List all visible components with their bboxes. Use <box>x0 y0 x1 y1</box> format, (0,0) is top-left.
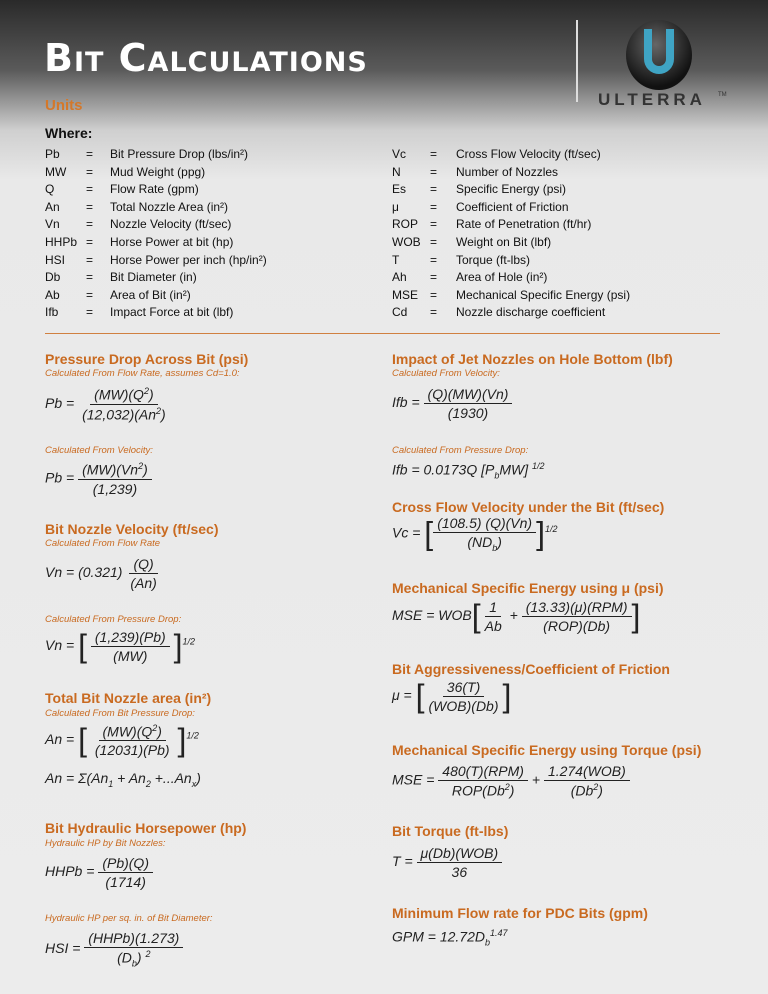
unit-equals: = <box>430 234 438 249</box>
section-subtitle: Calculated From Flow Rate, assumes Cd=1.0: <box>45 368 240 379</box>
unit-symbol: WOB <box>392 234 421 249</box>
section-title: Impact of Jet Nozzles on Hole Bottom (lbf) <box>392 351 673 367</box>
unit-row <box>392 199 630 217</box>
unit-symbol: HHPb <box>45 234 78 249</box>
unit-row <box>45 252 267 270</box>
formula-an-sum: $An = \Sigma(An_1 + An_2 +...An_x)$ <box>45 770 201 789</box>
unit-symbol: N <box>392 164 401 179</box>
unit-equals: = <box>86 147 94 161</box>
formula-torque: T = $\frac{\text{μ(Db)(WOB)}}{36}$ <box>392 845 502 880</box>
unit-description: Cross Flow Velocity (ft/sec) <box>456 147 601 161</box>
unit-symbol: MSE <box>392 287 419 302</box>
unit-row <box>392 216 630 234</box>
unit-symbol: Ab <box>45 287 60 302</box>
header-divider <box>576 20 578 102</box>
unit-equals: = <box>86 270 94 285</box>
unit-description: Horse Power per inch (hp/in²) <box>110 252 267 267</box>
unit-description: Coefficient of Friction <box>456 199 569 214</box>
unit-equals: = <box>86 234 94 249</box>
unit-description: Mechanical Specific Energy (psi) <box>456 287 631 302</box>
trademark: TM <box>718 92 727 98</box>
unit-row <box>392 252 630 270</box>
section-title: Minimum Flow rate for PDC Bits (gpm) <box>392 905 648 921</box>
section-divider <box>45 333 720 334</box>
units-heading: Units <box>45 97 83 114</box>
unit-row <box>45 146 267 164</box>
unit-symbol: Q <box>45 182 55 197</box>
unit-symbol: MW <box>45 164 67 179</box>
unit-symbol: HSI <box>45 252 66 267</box>
unit-equals: = <box>430 217 438 232</box>
formula-vn-pressure: Vn = [ $\frac{(1,239)(Pb)}{(MW)}$ ]$^{1/2}$ <box>45 628 195 664</box>
section-subtitle: Hydraulic HP per sq. in. of Bit Diameter: <box>45 913 213 924</box>
units-right-list <box>392 146 630 322</box>
unit-symbol: ROP <box>392 217 419 232</box>
unit-description: Specific Energy (psi) <box>456 182 567 197</box>
unit-description: Weight on Bit (lbf) <box>456 234 552 249</box>
section-title: Pressure Drop Across Bit (psi) <box>45 351 249 367</box>
unit-row <box>45 304 267 322</box>
formula-vc: Vc = [ $\frac{(108.5) (Q)(Vn)}{(ND_b)}$ ]$^{1/2}$ <box>392 515 558 553</box>
unit-symbol: Pb <box>45 147 60 161</box>
formula-gpm: GPM = $12.72D_b^{1.47}$ <box>392 928 508 948</box>
section-title: Bit Torque (ft-lbs) <box>392 823 509 839</box>
ulterra-u-logo-icon <box>620 15 698 93</box>
section-subtitle: Calculated From Pressure Drop: <box>392 445 529 456</box>
unit-symbol: Ifb <box>45 305 59 320</box>
unit-equals: = <box>430 287 438 302</box>
unit-equals: = <box>430 270 438 285</box>
unit-equals: = <box>430 182 438 197</box>
unit-symbol: Cd <box>392 305 408 320</box>
unit-equals: = <box>430 252 438 267</box>
section-subtitle: Calculated From Flow Rate <box>45 538 161 549</box>
unit-description: Bit Pressure Drop (lbs/in²) <box>110 147 249 161</box>
units-left-list <box>45 146 267 322</box>
unit-row <box>392 269 630 287</box>
unit-row <box>392 164 630 182</box>
section-title: Mechanical Specific Energy using μ (psi) <box>392 580 664 596</box>
unit-row <box>392 304 630 322</box>
unit-equals: = <box>86 199 94 214</box>
unit-equals: = <box>86 164 94 179</box>
section-subtitle: Calculated From Velocity: <box>392 368 500 379</box>
formula-mse-torque: MSE = $\frac{\text{480(T)(RPM)}}{ROP(Db^2)}$ + $\frac{\text{1.274(WOB)}}{(Db^2)}$ <box>392 763 630 799</box>
unit-description: Area of Hole (in²) <box>456 270 548 285</box>
unit-symbol: Es <box>392 182 407 197</box>
formula-pb-flow: Pb = $\frac{(MW)(Q^2)}{(12,032)(An^2)}$ <box>45 386 166 423</box>
unit-equals: = <box>86 252 94 267</box>
section-subtitle: Hydraulic HP by Bit Nozzles: <box>45 838 166 849</box>
unit-row <box>392 287 630 305</box>
unit-equals: = <box>86 287 94 302</box>
unit-equals: = <box>430 147 438 161</box>
unit-row <box>392 234 630 252</box>
formula-ifb-velocity: Ifb = $\frac{(Q)(MW)(Vn)}{(1930)}$ <box>392 386 512 421</box>
unit-row <box>45 269 267 287</box>
section-title: Bit Nozzle Velocity (ft/sec) <box>45 521 219 537</box>
where-label: Where: <box>45 125 93 141</box>
unit-description: Flow Rate (gpm) <box>110 182 199 197</box>
formula-hhpb: HHPb = $\frac{(Pb)(Q)}{(1714)}$ <box>45 855 153 890</box>
section-title: Bit Aggressiveness/Coefficient of Friction <box>392 661 670 677</box>
section-title: Cross Flow Velocity under the Bit (ft/sec) <box>392 499 665 515</box>
unit-description: Nozzle Velocity (ft/sec) <box>110 217 232 232</box>
unit-symbol: Vc <box>392 147 407 161</box>
unit-symbol: Vn <box>45 217 60 232</box>
section-subtitle: Calculated From Pressure Drop: <box>45 614 182 625</box>
unit-description: Number of Nozzles <box>456 164 559 179</box>
section-title: Total Bit Nozzle area (in²) <box>45 690 212 706</box>
unit-description: Rate of Penetration (ft/hr) <box>456 217 592 232</box>
unit-symbol: Db <box>45 270 61 285</box>
unit-description: Mud Weight (ppg) <box>110 164 206 179</box>
formula-vn-flow: Vn = (0.321) $\frac{(Q)}{(An)}$ <box>45 556 157 591</box>
unit-description: Nozzle discharge coefficient <box>456 305 606 320</box>
unit-symbol: μ <box>392 199 399 214</box>
formula-hsi: HSI = $\frac{\text{(HHPb)(1.273)}}{(D_b) ^2}$ <box>45 930 183 968</box>
unit-row <box>45 216 267 234</box>
unit-description: Area of Bit (in²) <box>110 287 191 302</box>
unit-description: Horse Power at bit (hp) <box>110 234 234 249</box>
section-title: Bit Hydraulic Horsepower (hp) <box>45 820 247 836</box>
unit-description: Total Nozzle Area (in²) <box>110 199 229 214</box>
unit-equals: = <box>430 305 438 320</box>
unit-equals: = <box>86 182 94 197</box>
formula-an-pressure: An = [ $\frac{(MW)(Q^2)}{(12031)(Pb)}$ ]$^{1/2}$ <box>45 722 199 759</box>
formula-ifb-pressure: Ifb = 0.0173Q $[P_bMW]$ $^{1/2}$ <box>392 461 545 481</box>
unit-description: Torque (ft-lbs) <box>456 252 531 267</box>
section-subtitle: Calculated From Velocity: <box>45 445 153 456</box>
formula-mu: μ = [ $\frac{36(T)}{\text{(WOB)(Db)}}$ ] <box>392 678 512 714</box>
unit-row <box>45 164 267 182</box>
unit-row <box>45 199 267 217</box>
unit-symbol: Ah <box>392 270 407 285</box>
unit-description: Bit Diameter (in) <box>110 270 197 285</box>
section-subtitle: Calculated From Bit Pressure Drop: <box>45 708 195 719</box>
unit-row <box>392 181 630 199</box>
page-title: Bit Calculations <box>44 36 368 80</box>
unit-equals: = <box>86 217 94 232</box>
unit-description: Impact Force at bit (lbf) <box>110 305 234 320</box>
unit-symbol: An <box>45 199 60 214</box>
unit-row <box>45 287 267 305</box>
unit-equals: = <box>430 199 438 214</box>
unit-symbol: T <box>392 252 400 267</box>
section-title: Mechanical Specific Energy using Torque (psi) <box>392 742 702 758</box>
unit-row <box>392 146 630 164</box>
formula-mse-mu: MSE = WOB[ $\frac{1}{Ab}$ + $\frac{\text{(13.33)(μ)(RPM)}}{\text{(ROP)(Db)}}$ ] <box>392 598 641 634</box>
unit-row <box>45 234 267 252</box>
formula-pb-velocity: Pb = $\frac{(MW)(Vn^2)}{(1,239)}$ <box>45 461 152 497</box>
unit-equals: = <box>86 305 94 320</box>
unit-equals: = <box>430 164 438 179</box>
brand-wordmark: ULTERRA <box>598 90 706 109</box>
unit-row <box>45 181 267 199</box>
